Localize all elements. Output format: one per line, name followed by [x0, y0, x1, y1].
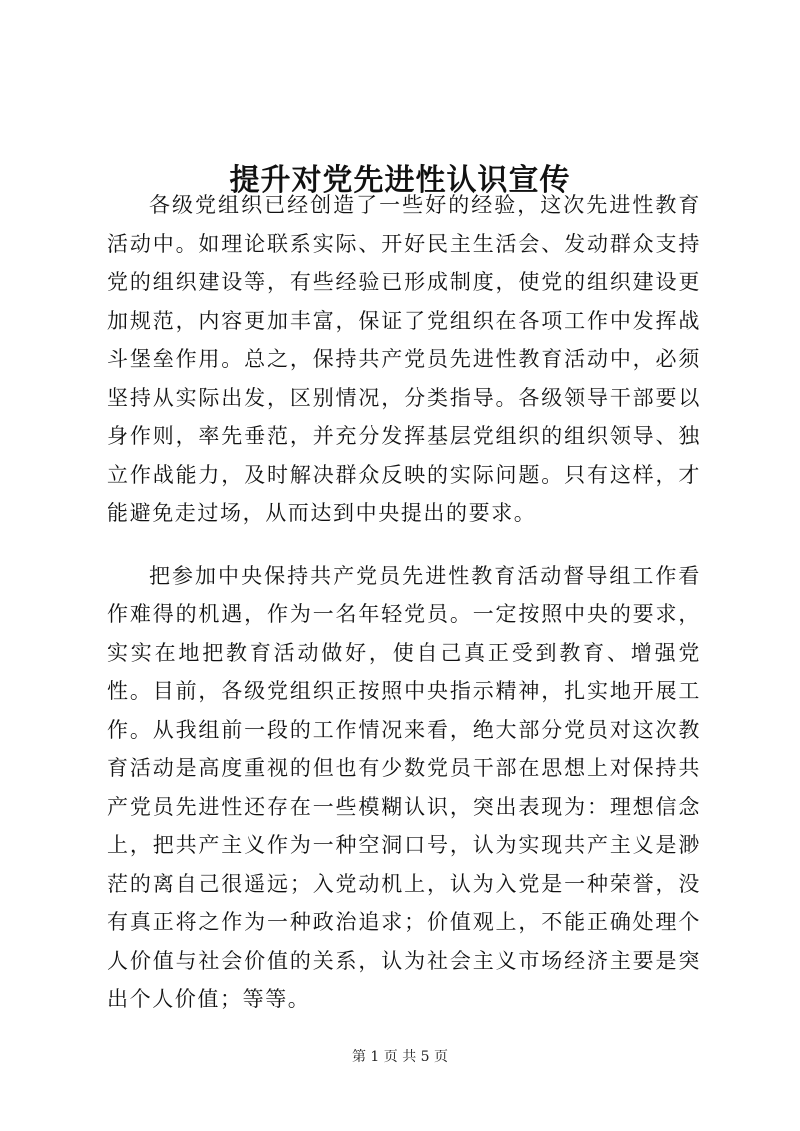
page-footer: 第 1 页 共 5 页 [351, 1049, 449, 1065]
paragraph-1: 各级党组织已经创造了一些好的经验，这次先进性教育活动中。如理论联系实际、开好民主生活会、发动群众支持党的组织建设等，有些经验已形成制度，使党的组织建设更加规范，内容更加丰富，保证了党组织在各项工作中发挥战斗堡垒作用。总之，保持共产党员先进性教育活动中，必须坚持从实际出发，区别情况，分类指导。各级领导干部要以身作则，率先垂范，并充分发挥基层党组织的组织领导、独立作战能力，及时解决群众反映的实际问题。只有这样，才能避免走过场，从而达到中央提出的要求。 [107, 193, 701, 525]
document-title: 提升对党先进性认识宣传 [229, 163, 571, 199]
paragraph-2: 把参加中央保持共产党员先进性教育活动督导组工作看作难得的机遇，作为一名年轻党员。一定按照中央的要求，实实在地把教育活动做好，使自己真正受到教育、增强党性。目前，各级党组织正按照中央指示精神，扎实地开展工作。从我组前一段的工作情况来看，绝大部分党员对这次教育活动是高度重视的但也有少数党员干部在思想上对保持共产党员先进性还存在一些模糊认识，突出表现为：理想信念上，把共产主义作为一种空洞口号，认为实现共产主义是渺茫的离自己很遥远；入党动机上，认为入党是一种荣誉，没有真正将之作为一种政治追求；价值观上，不能正确处理个人价值与社会价值的关系，认为社会主义市场经济主要是突出个人价值；等等。 [107, 563, 701, 1011]
document-body [107, 186, 701, 1019]
